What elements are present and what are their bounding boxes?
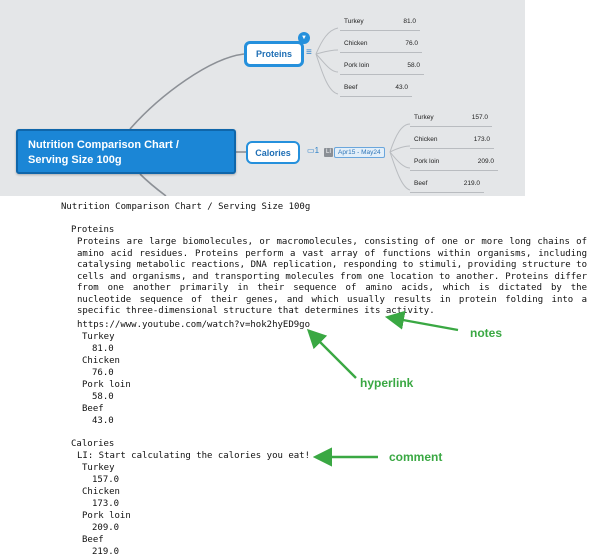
proteins-topic[interactable]: [244, 41, 304, 67]
comment-count: 1: [314, 146, 320, 155]
export-calories-comment: LI: Start calculating the calories you eat!: [77, 451, 310, 461]
proteins-leaf-turkey[interactable]: [344, 16, 416, 28]
calories-leaf-chicken[interactable]: [414, 134, 490, 146]
proteins-leaf-pork-loin[interactable]: [344, 60, 420, 72]
chevron-down-icon[interactable]: ▼: [298, 32, 310, 44]
export-proteins-hyperlink[interactable]: https://www.youtube.com/watch?v=hok2hyED9go: [77, 320, 310, 330]
leaf-value: 43.0: [395, 84, 408, 91]
leaf-name: Beef: [414, 180, 428, 187]
root-topic-line2: Serving Size 100g: [28, 154, 122, 166]
connector-calories-4: [390, 152, 410, 190]
notes-icon[interactable]: ≡: [306, 47, 312, 58]
connector-proteins-2: [316, 50, 338, 54]
leaf-name: Chicken: [414, 136, 438, 143]
calories-topic-label: Calories: [255, 147, 291, 158]
export-calories-item-value: 209.0: [92, 523, 120, 533]
calories-topic[interactable]: [246, 141, 300, 164]
connector-root-down: [140, 174, 166, 196]
user-badge: LI: [325, 149, 331, 155]
export-calories-item-value: 173.0: [92, 499, 120, 509]
leaf-name: Chicken: [344, 40, 368, 47]
calories-leaf-pork-loin[interactable]: [414, 156, 494, 168]
leaf-name: Pork loin: [344, 62, 370, 69]
notes-annotation: notes: [470, 326, 503, 340]
calories-leaf-beef[interactable]: [414, 178, 480, 190]
export-calories-item-name: Pork loin: [82, 511, 131, 521]
export-calories-item-value: 219.0: [92, 547, 120, 557]
export-proteins-item-value: 81.0: [92, 344, 114, 354]
hyperlink-annotation: hyperlink: [360, 376, 414, 390]
mind-map-canvas[interactable]: [0, 0, 525, 196]
proteins-leaf-chicken[interactable]: [344, 38, 418, 50]
export-calories-item-name: Chicken: [82, 487, 120, 497]
date-range-badge[interactable]: Apr15 - May24: [334, 147, 385, 158]
root-topic-line1: Nutrition Comparison Chart /: [28, 139, 179, 151]
leaf-value: 76.0: [405, 40, 418, 47]
export-proteins-item-name: Beef: [82, 404, 104, 414]
leaf-name: Beef: [344, 84, 358, 91]
connector-calories-2: [390, 146, 410, 152]
calories-leaf-turkey[interactable]: [414, 112, 488, 124]
leaf-value: 58.0: [407, 62, 420, 69]
export-title: Nutrition Comparison Chart / Serving Size 100g: [61, 202, 311, 212]
export-proteins-item-value: 76.0: [92, 368, 114, 378]
export-proteins-item-value: 43.0: [92, 416, 114, 426]
leaf-name: Turkey: [344, 18, 364, 25]
export-proteins-item-name: Pork loin: [82, 380, 131, 390]
export-proteins-item-value: 58.0: [92, 392, 114, 402]
leaf-value: 157.0: [471, 114, 488, 121]
export-calories-heading: Calories: [71, 439, 115, 449]
connector-root-proteins: [130, 54, 244, 129]
proteins-leaf-beef[interactable]: [344, 82, 408, 94]
root-topic[interactable]: [16, 129, 236, 174]
export-calories-item-name: Turkey: [82, 463, 115, 473]
export-calories-item-name: Beef: [82, 535, 104, 545]
text-export-panel: [55, 196, 600, 559]
comment-annotation: comment: [389, 450, 443, 464]
export-proteins-item-name: Turkey: [82, 332, 115, 342]
leaf-value: 173.0: [473, 136, 490, 143]
leaf-value: 209.0: [477, 158, 494, 165]
leaf-name: Pork loin: [414, 158, 440, 165]
export-proteins-heading: Proteins: [71, 225, 115, 235]
leaf-name: Turkey: [414, 114, 434, 121]
export-calories-item-value: 157.0: [92, 475, 120, 485]
connector-proteins-4: [316, 54, 338, 94]
leaf-value: 81.0: [403, 18, 416, 25]
comment-icon[interactable]: ▭1: [307, 146, 320, 155]
export-proteins-item-name: Chicken: [82, 356, 120, 366]
export-proteins-notes: Proteins are large biomolecules, or macromolecules, consisting of one or more long chains of amino acid residues. Proteins perform a vast array of functions within organisms, including catalysing metabolic reactions, DNA replication, responding to stimuli, providing structure to cells and organisms, and transporting molecules from one location to another. Proteins differ from one another primarily in their sequence of amino acids, which is dictated by the nucleotide sequence of their genes, and which usually results in protein folding into a specific three-dimensional structure that determines its activity.: [77, 237, 587, 316]
proteins-topic-label: Proteins: [255, 49, 292, 59]
leaf-value: 219.0: [463, 180, 480, 187]
